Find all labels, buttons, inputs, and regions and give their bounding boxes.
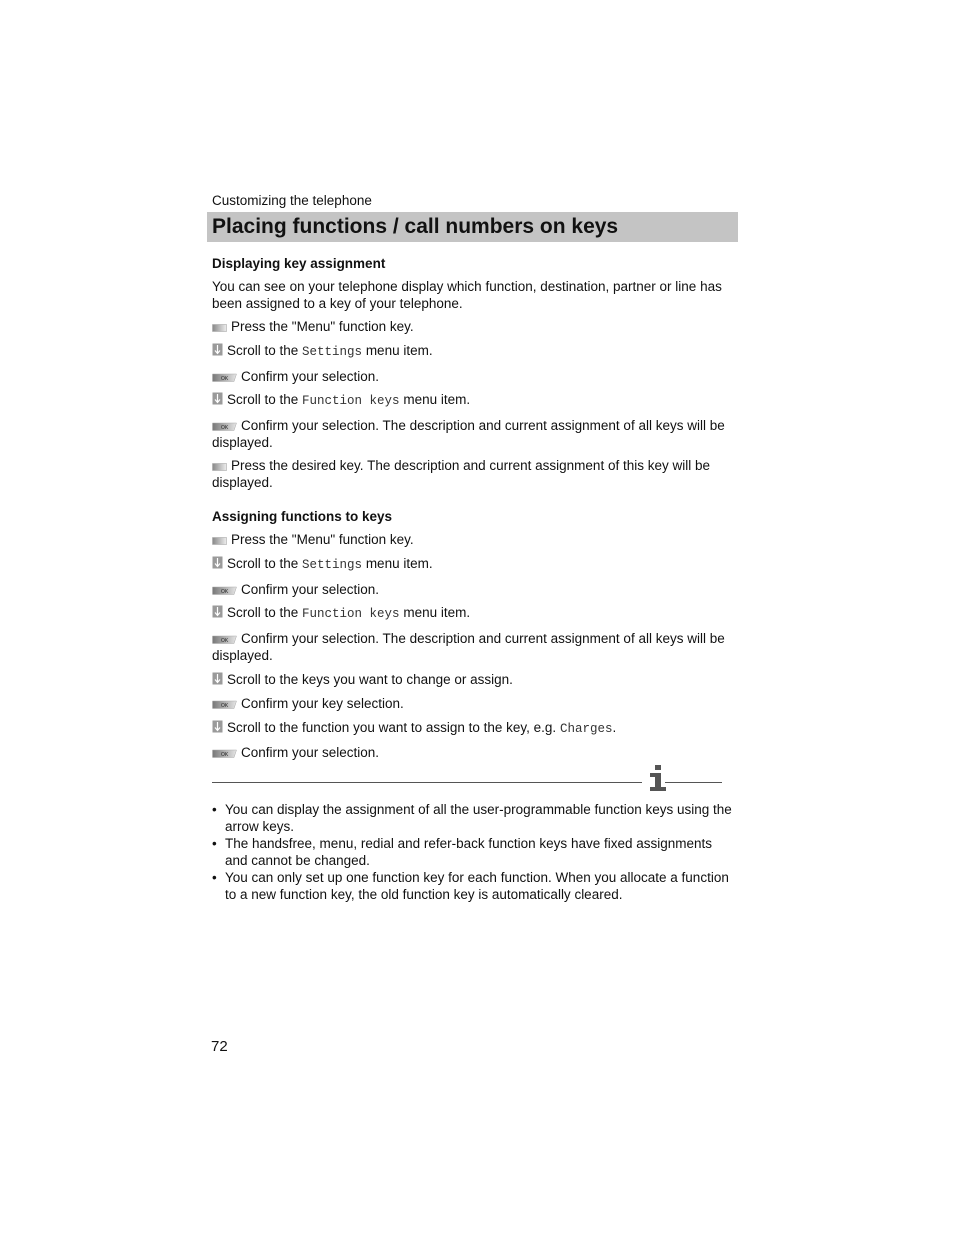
step-text: menu item. — [362, 556, 433, 571]
step — [212, 581, 732, 598]
step-text: menu item. — [399, 392, 471, 407]
scroll-down-icon — [212, 392, 223, 405]
info-separator — [212, 763, 724, 793]
ok-key-icon — [212, 700, 237, 709]
scroll-down-icon — [212, 605, 223, 618]
steps-display — [212, 318, 732, 491]
step-text: Confirm your key selection. — [241, 696, 404, 711]
step-text: Scroll to the keys you want to change or assign. — [227, 672, 513, 687]
separator-line — [212, 782, 642, 783]
ok-key-icon — [212, 422, 237, 431]
function-key-icon — [212, 463, 227, 471]
notes-list — [212, 801, 732, 903]
step-text: Confirm your selection. The description and current assignment of all keys will be displayed. — [212, 418, 725, 450]
svg-text:OK: OK — [221, 376, 229, 382]
ok-key-icon — [212, 586, 237, 595]
running-header: Customizing the telephone — [212, 193, 372, 208]
menu-item-name: Function keys — [302, 607, 400, 621]
steps-assign — [212, 531, 732, 761]
step — [212, 555, 732, 574]
step-text: Confirm your selection. — [241, 582, 380, 597]
svg-text:OK: OK — [221, 638, 229, 644]
list-item: • You can display the assignment of all the user-programmable function keys using the arrow keys. — [212, 801, 732, 835]
scroll-down-icon — [212, 672, 223, 685]
menu-item-name: Settings — [302, 558, 363, 572]
step — [212, 630, 732, 664]
section-heading-assign: Assigning functions to keys — [212, 509, 393, 524]
menu-item-name: Function keys — [302, 394, 400, 408]
step — [212, 744, 732, 761]
svg-text:OK: OK — [221, 425, 229, 431]
step-text: Confirm your selection. The description and current assignment of all keys will be displayed. — [212, 631, 725, 663]
info-icon — [647, 763, 669, 793]
section-heading-display: Displaying key assignment — [212, 256, 386, 271]
step — [212, 671, 732, 688]
step-text: menu item. — [362, 343, 433, 358]
svg-text:OK: OK — [221, 752, 229, 758]
svg-text:OK: OK — [221, 703, 229, 709]
step — [212, 391, 732, 410]
page-title: Placing functions / call numbers on keys — [207, 212, 738, 242]
step-text: Confirm your selection. — [241, 369, 380, 384]
list-item: • You can only set up one function key for each function. When you allocate a function to a new function key, the old function key is automatically cleared. — [212, 869, 732, 903]
step-text: Scroll to the — [227, 392, 303, 407]
step-text: Scroll to the function you want to assign to the key, e.g. — [227, 720, 560, 735]
svg-text:OK: OK — [221, 589, 229, 595]
page-number: 72 — [211, 1038, 228, 1055]
step-text: Scroll to the — [227, 556, 303, 571]
ok-key-icon — [212, 749, 237, 758]
scroll-down-icon — [212, 343, 223, 356]
ok-key-icon — [212, 635, 237, 644]
step — [212, 368, 732, 385]
step-text: Scroll to the — [227, 343, 303, 358]
scroll-down-icon — [212, 720, 223, 733]
scroll-down-icon — [212, 556, 223, 569]
step-text: Press the "Menu" function key. — [231, 532, 414, 547]
step — [212, 531, 732, 548]
step — [212, 342, 732, 361]
function-key-icon — [212, 537, 227, 545]
step-text: Press the "Menu" function key. — [231, 319, 414, 334]
step — [212, 719, 732, 738]
list-item: • The handsfree, menu, redial and refer-back function keys have fixed assignments and cannot be changed. — [212, 835, 732, 869]
intro-paragraph: You can see on your telephone display which function, destination, partner or line has been assigned to a key of your telephone. — [212, 279, 722, 311]
separator-line — [665, 782, 722, 783]
menu-item-name: Settings — [302, 345, 363, 359]
menu-item-name: Charges — [559, 722, 613, 736]
step — [212, 604, 732, 623]
step-text: Press the desired key. The description and current assignment of this key will be displayed. — [212, 458, 710, 490]
function-key-icon — [212, 324, 227, 332]
step-text: Confirm your selection. — [241, 745, 380, 760]
manual-page — [212, 193, 732, 768]
step — [212, 417, 732, 451]
step-text: . — [612, 720, 617, 735]
step — [212, 457, 732, 491]
step — [212, 695, 732, 712]
step — [212, 318, 732, 335]
step-text: Scroll to the — [227, 605, 303, 620]
step-text: menu item. — [399, 605, 471, 620]
ok-key-icon — [212, 373, 237, 382]
